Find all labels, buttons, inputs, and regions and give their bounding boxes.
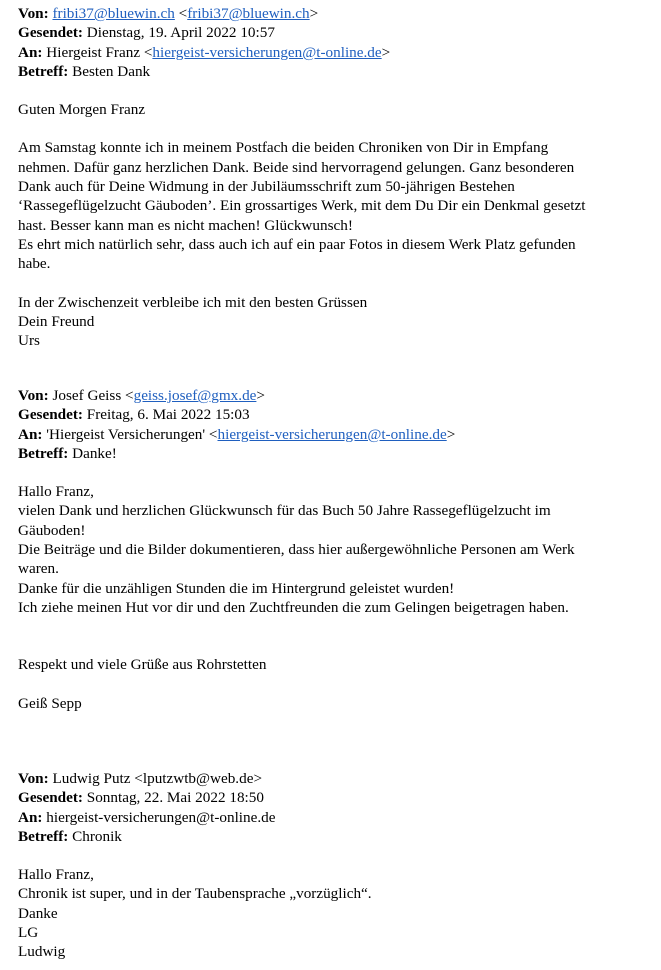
subject-line: Betreff: Danke! <box>18 444 117 462</box>
closing-line: Dein Freund <box>18 312 95 330</box>
body-line: LG <box>18 924 39 942</box>
body-line: habe. <box>18 255 51 273</box>
regards-line: Respekt und viele Grüße aus Rohrstetten <box>18 656 267 674</box>
body-line: Die Beiträge und die Bilder dokumentieren, dass hier außergewöhnliche Personen am Werk <box>18 541 575 559</box>
body-line: Danke <box>18 904 58 922</box>
email-2-header <box>18 386 648 463</box>
email-3-body <box>18 865 648 961</box>
body-line: Ich ziehe meinen Hut vor dir und den Zuchtfreunden die zum Gelingen beigetragen haben. <box>18 598 569 616</box>
to-line: An: Hiergeist Franz <hiergeist-versicherungen@t-online.de> <box>18 43 391 61</box>
from-line: Von: fribi37@bluewin.ch <fribi37@bluewin.ch> <box>18 5 319 22</box>
signature: Ludwig <box>18 943 66 961</box>
body-line: nehmen. Dafür ganz herzlichen Dank. Beide sind hervorragend gelungen. Ganz besonderen <box>18 158 575 176</box>
to-email-link[interactable]: hiergeist-versicherungen@t-online.de <box>152 43 382 61</box>
email-1 <box>18 4 648 350</box>
to-line: An: hiergeist-versicherungen@t-online.de <box>18 808 276 826</box>
body-line: Am Samstag konnte ich in meinem Postfach die beiden Chroniken von Dir in Empfang <box>18 139 549 157</box>
from-email-link[interactable]: geiss.josef@gmx.de <box>133 387 257 404</box>
sent-line: Gesendet: Sonntag, 22. Mai 2022 18:50 <box>18 789 264 807</box>
greeting: Guten Morgen Franz <box>18 101 146 119</box>
body-line: Chronik ist super, und in der Taubensprache „vorzüglich“. <box>18 885 372 903</box>
email-1-header <box>18 4 648 81</box>
email-1-body <box>18 138 648 273</box>
body-line: Dank auch für Deine Widmung in der Jubiläumsschrift zum 50-jährigen Bestehen <box>18 178 515 196</box>
greeting: Hallo Franz, <box>18 483 94 501</box>
from-email-link[interactable]: fribi37@bluewin.ch <box>52 5 175 22</box>
body-line: hast. Besser kann man es nicht machen! Glückwunsch! <box>18 216 353 234</box>
body-line: ‘Rassegeflügelzucht Gäuboden’. Ein grossartiges Werk, mit dem Du Dir ein Denkmal gesetzt <box>18 197 586 215</box>
email-3 <box>18 769 648 962</box>
body-line: Es ehrt mich natürlich sehr, dass auch ich auf ein paar Fotos in diesem Werk Platz gefunden <box>18 235 576 253</box>
closing-line: In der Zwischenzeit verbleibe ich mit den besten Grüssen <box>18 293 368 311</box>
to-email-link[interactable]: hiergeist-versicherungen@t-online.de <box>217 425 447 443</box>
email-2 <box>18 386 648 713</box>
from-email-link-2[interactable]: fribi37@bluewin.ch <box>187 5 310 22</box>
body-line: Danke für die unzähligen Stunden die im Hintergrund geleistet wurden! <box>18 579 455 597</box>
body-line: vielen Dank und herzlichen Glückwunsch für das Buch 50 Jahre Rassegeflügelzucht im <box>18 502 551 520</box>
email-2-body <box>18 501 648 617</box>
signature: Urs <box>18 332 40 350</box>
body-line: Gäuboden! <box>18 521 86 539</box>
body-line: waren. <box>18 560 59 578</box>
from-line: Von: Ludwig Putz <lputzwtb@web.de> <box>18 770 263 787</box>
subject-line: Betreff: Besten Dank <box>18 62 151 80</box>
subject-line: Betreff: Chronik <box>18 827 122 845</box>
from-line: Von: Josef Geiss <geiss.josef@gmx.de> <box>18 387 265 404</box>
email-3-header <box>18 769 648 846</box>
to-line: An: 'Hiergeist Versicherungen' <hiergeist-versicherungen@t-online.de> <box>18 425 456 443</box>
signature: Geiß Sepp <box>18 694 82 712</box>
greeting: Hallo Franz, <box>18 866 94 884</box>
sent-line: Gesendet: Freitag, 6. Mai 2022 15:03 <box>18 406 250 424</box>
sent-line: Gesendet: Dienstag, 19. April 2022 10:57 <box>18 24 275 42</box>
email-1-closing <box>18 293 648 351</box>
